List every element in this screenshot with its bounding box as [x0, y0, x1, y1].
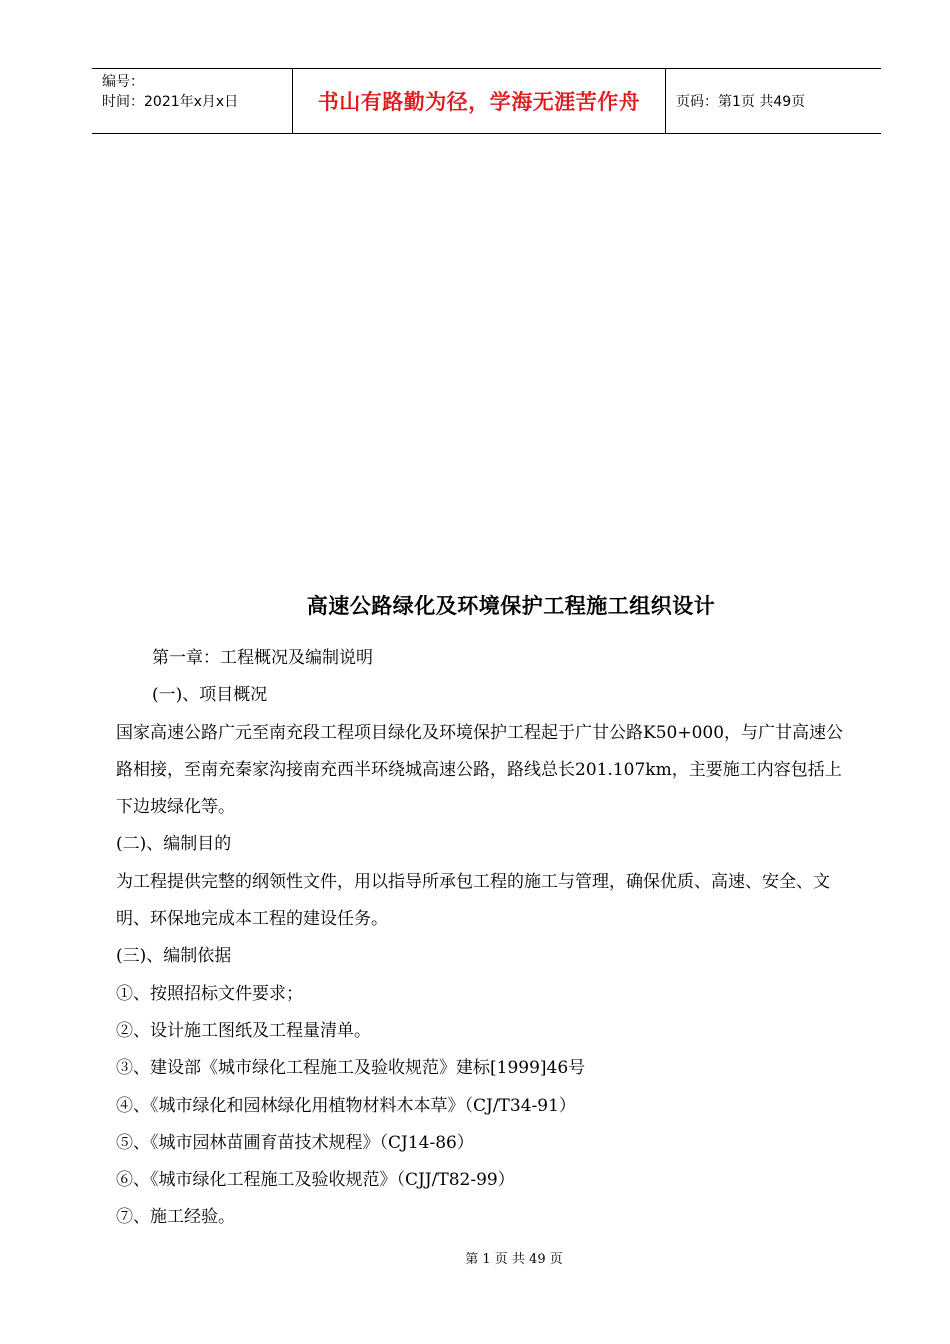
basis-item: ③、建设部《城市绿化工程施工及验收规范》建标[1999]46号 — [116, 1058, 586, 1079]
serial-number-label: 编号： — [102, 74, 144, 90]
section-heading-purpose: (二)、编制目的 — [116, 834, 232, 855]
page-footer: 第 1 页 共 49 页 — [465, 1252, 563, 1267]
section-text-purpose: 为工程提供完整的纲领性文件，用以指导所承包工程的施工与管理，确保优质、高速、安全、文明、环保地完成本工程的建设任务。 — [116, 871, 830, 930]
page-header — [92, 68, 881, 134]
document-title: 高速公路绿化及环境保护工程施工组织设计 — [306, 594, 716, 618]
section-heading-basis: (三)、编制依据 — [116, 946, 232, 967]
header-page-info: 页码：第1页 共49页 — [676, 94, 806, 110]
document-body — [116, 640, 856, 1237]
basis-item: ⑥、《城市绿化工程施工及验收规范》（CJJ/T82-99） — [116, 1170, 515, 1191]
basis-item: ④、《城市绿化和园林绿化用植物材料木本草》（CJ/T34-91） — [116, 1095, 576, 1116]
basis-item: ②、设计施工图纸及工程量清单。 — [116, 1020, 371, 1041]
section-text-overview: 国家高速公路广元至南充段工程项目绿化及环境保护工程起于广甘公路K50+000，与广甘高速公路相接，至南充秦家沟接南充西半环绕城高速公路，路线总长201.107km，主要施工内容包括上下边坡绿化等。 — [116, 722, 844, 818]
basis-item: ⑤、《城市园林苗圃育苗技术规程》（CJ14-86） — [116, 1132, 474, 1153]
chapter-heading: 第一章：工程概况及编制说明 — [152, 648, 373, 668]
header-meta-cell — [92, 69, 293, 133]
basis-item: ①、按照招标文件要求； — [116, 983, 303, 1004]
header-motto: 书山有路勤为径，学海无涯苦作舟 — [293, 69, 666, 133]
basis-item: ⑦、施工经验。 — [116, 1207, 235, 1228]
section-heading-overview: (一)、项目概况 — [152, 685, 268, 706]
time-label: 时间：2021年x月x日 — [102, 94, 239, 110]
